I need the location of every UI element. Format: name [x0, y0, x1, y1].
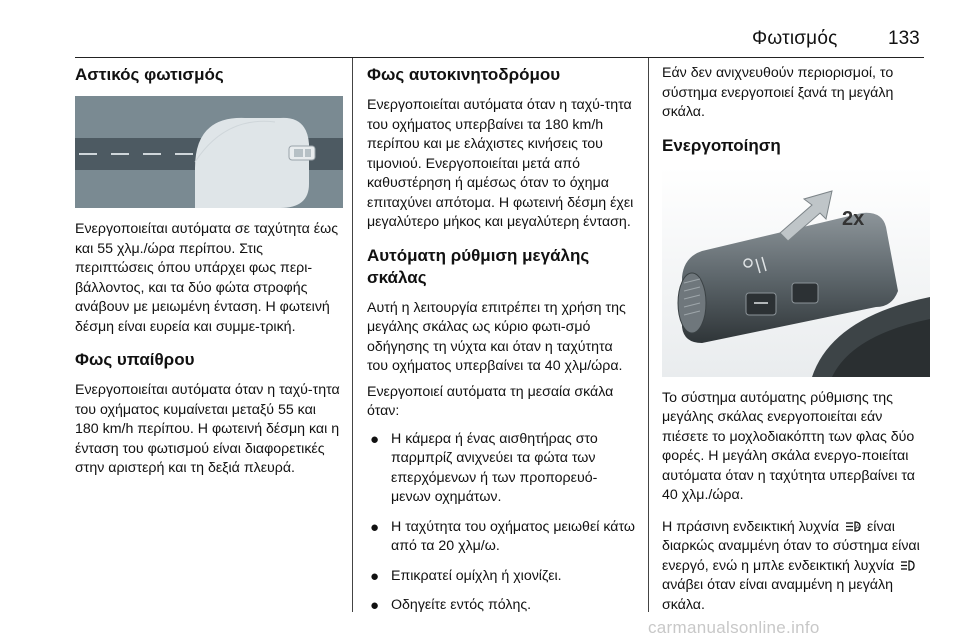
- auto-high-beam-indicator-icon: [845, 520, 861, 533]
- car-icon: [289, 146, 315, 160]
- paragraph: Το σύστημα αυτόματης ρύθμισης της μεγάλης σκάλας ενεργοποιείται εάν πιέσετε το μοχλοδιακόπτη των φλας δύο φορές. Η μεγάλη σκάλα ενεργο‐ποιείται αυτόματα όταν η ταχύτητα υπερβαίνει τα 40 χλμ./ώρα.: [662, 389, 915, 503]
- paragraph: Αυτή η λειτουργία επιτρέπει τη χρήση της μεγάλης σκάλας ως κύριο φωτι‐σμό οδήγησης τη νύχτα και όταν η ταχύτητα του οχήματος υπερβαίνει τα 40 χλμ/ώρα.: [367, 299, 626, 374]
- column-divider: [648, 58, 649, 612]
- high-beam-indicator-icon: [900, 559, 915, 572]
- paragraph-text: ανάβει όταν είναι αναμμένη η μεγάλη σκάλα.: [662, 577, 893, 613]
- section-heading: Ενεργοποίηση: [662, 135, 781, 155]
- section-heading: Φως υπαίθρου: [75, 350, 195, 369]
- header-rule: [75, 57, 924, 58]
- list-item-text: Η κάμερα ή ένας αισθητήρας στο παρμπρίζ ανιχνεύει τα φώτα των επερχόμενων ή των προπορευό‐μενων οχημάτων.: [391, 430, 598, 505]
- paragraph: Ενεργοποιείται αυτόματα όταν η ταχύ‐τητα του οχήματος υπερβαίνει τα 180 km/h περίπου και με ελάχιστες κινήσεις του τιμονιού. Ενεργοποιείται μετά από καθυστέρηση ή αμέσως όταν το όχημα επιταχύνει απότομα. Η φωτεινή δέσμη έχει μεγαλύτερο μήκος και μεγαλύτερη ένταση.: [367, 97, 634, 230]
- paragraph: Ενεργοποιείται αυτόματα όταν η ταχύ‐τητα του οχήματος κυμαίνεται μεταξύ 55 και 180 km/h περίπου. Η φωτεινή δέσμη και η ένταση του φωτισμού είναι διαφορετικές στην αριστερή και τη δεξιά πλευρά.: [75, 382, 340, 476]
- column-right: [662, 64, 930, 627]
- list-item-text: Επικρατεί ομίχλη ή χιονίζει.: [391, 567, 562, 584]
- press-count-label: 2x: [842, 207, 865, 230]
- paragraph: Ενεργοποιείται αυτόματα σε ταχύτητα έως και 55 χλμ./ώρα περίπου. Στις περιπτώσεις όπου υπάρχει φως περι‐βάλλοντος, και τα δύο φώτα στροφής ανάβουν με μειωμένη ένταση. Η φωτεινή δέσμη είναι ευρεία και συμμε‐τρική.: [75, 221, 339, 335]
- lever-figure: [662, 167, 930, 377]
- paragraph-text: Η πράσινη ενδεικτική λυχνία: [662, 518, 840, 535]
- section-heading: Αυτόματη ρύθμιση μεγάλης σκάλας: [367, 245, 590, 287]
- list-item: [367, 430, 635, 508]
- page-title: Φωτισμός: [752, 28, 838, 49]
- list-item: [367, 567, 635, 587]
- bullet-icon: ●: [370, 518, 380, 536]
- bullet-icon: ●: [370, 597, 380, 614]
- list-item: [367, 518, 635, 557]
- list-item: [367, 596, 635, 616]
- section-heading: Αστικός φωτισμός: [75, 65, 224, 84]
- column-left: [75, 64, 343, 491]
- page-header: [0, 0, 960, 58]
- svg-text:A: A: [855, 524, 860, 531]
- paragraph-text: είναι διαρκώς αναμμένη όταν το σύστημα είναι ενεργό, ενώ η μπλε ενδεικτική λυχνία: [662, 518, 920, 574]
- paragraph: [662, 518, 930, 616]
- bullet-list: [367, 430, 635, 616]
- list-item-text: Οδηγείτε εντός πόλης.: [391, 597, 532, 613]
- bullet-icon: ●: [370, 567, 380, 585]
- watermark: carmanualsonline.info: [648, 618, 820, 637]
- bullet-icon: ●: [370, 430, 380, 448]
- column-middle: [367, 64, 635, 626]
- paragraph: Εάν δεν ανιχνευθούν περιορισμοί, το σύστημα ενεργοποιεί ξανά τη μεγάλη σκάλα.: [662, 65, 894, 120]
- page-number: 133: [888, 28, 920, 49]
- list-item-text: Η ταχύτητα του οχήματος μειωθεί κάτω από τα 20 χλμ/ω.: [391, 518, 635, 554]
- section-heading: Φως αυτοκινητοδρόμου: [367, 65, 561, 84]
- column-divider: [352, 58, 353, 612]
- paragraph: Ενεργοποιεί αυτόματα τη μεσαία σκάλα όταν:: [367, 383, 614, 419]
- city-lighting-figure: [75, 96, 343, 208]
